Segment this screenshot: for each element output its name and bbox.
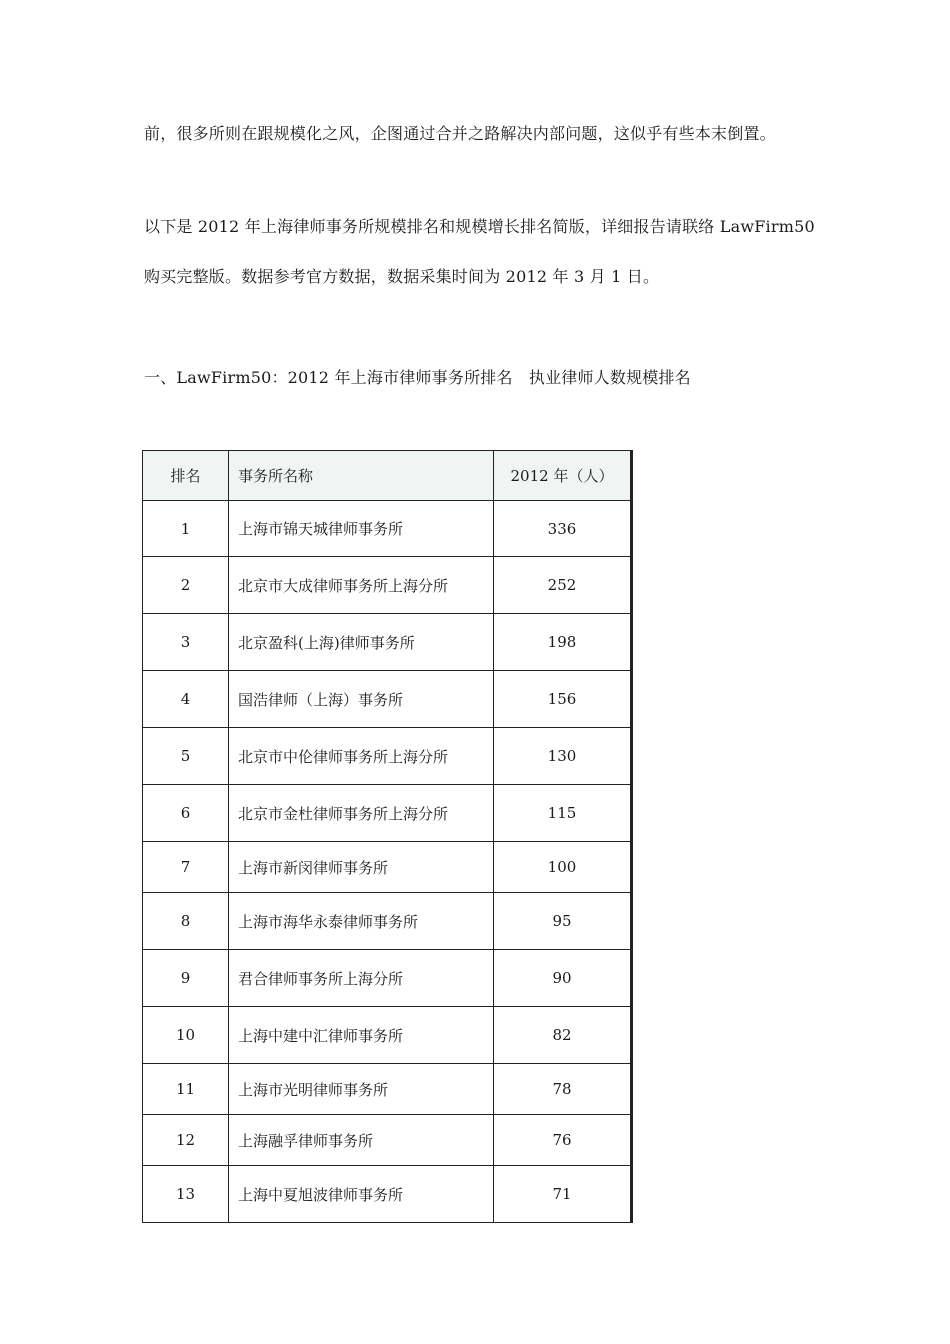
paragraph-intro-tail: 前，很多所则在跟规模化之风，企图通过合并之路解决内部问题，这似乎有些本末倒置。 [144, 124, 776, 143]
cell-lawyer-count: 90 [494, 950, 632, 1007]
ranking-table-container [142, 450, 633, 1223]
cell-lawyer-count: 252 [494, 557, 632, 614]
cell-firm-name: 北京市金杜律师事务所上海分所 [229, 785, 494, 842]
header-firm-name: 事务所名称 [229, 451, 494, 501]
cell-lawyer-count: 336 [494, 501, 632, 557]
cell-rank: 9 [143, 950, 229, 1007]
cell-rank: 5 [143, 728, 229, 785]
cell-lawyer-count: 78 [494, 1064, 632, 1115]
cell-firm-name: 上海中建中汇律师事务所 [229, 1007, 494, 1064]
cell-firm-name: 君合律师事务所上海分所 [229, 950, 494, 1007]
cell-lawyer-count: 115 [494, 785, 632, 842]
cell-lawyer-count: 198 [494, 614, 632, 671]
cell-rank: 4 [143, 671, 229, 728]
table-row [143, 950, 632, 1007]
section-heading: 一、LawFirm50：2012 年上海市律师事务所排名 执业律师人数规模排名 [144, 368, 691, 387]
table-row [143, 671, 632, 728]
table-row [143, 557, 632, 614]
header-rank: 排名 [143, 451, 229, 501]
table-row [143, 893, 632, 950]
cell-firm-name: 上海中夏旭波律师事务所 [229, 1166, 494, 1223]
table-row [143, 614, 632, 671]
cell-rank: 7 [143, 842, 229, 893]
cell-firm-name: 上海市新闵律师事务所 [229, 842, 494, 893]
cell-lawyer-count: 95 [494, 893, 632, 950]
cell-rank: 10 [143, 1007, 229, 1064]
cell-firm-name: 上海市光明律师事务所 [229, 1064, 494, 1115]
cell-rank: 3 [143, 614, 229, 671]
cell-firm-name: 国浩律师（上海）事务所 [229, 671, 494, 728]
ranking-table [142, 450, 633, 1223]
cell-rank: 8 [143, 893, 229, 950]
cell-rank: 1 [143, 501, 229, 557]
cell-firm-name: 上海市海华永泰律师事务所 [229, 893, 494, 950]
cell-firm-name: 上海市锦天城律师事务所 [229, 501, 494, 557]
cell-lawyer-count: 82 [494, 1007, 632, 1064]
paragraph-ranking-intro-line2: 购买完整版。数据参考官方数据，数据采集时间为 2012 年 3 月 1 日。 [144, 267, 660, 286]
cell-firm-name: 北京市大成律师事务所上海分所 [229, 557, 494, 614]
cell-lawyer-count: 71 [494, 1166, 632, 1223]
table-row [143, 842, 632, 893]
cell-lawyer-count: 156 [494, 671, 632, 728]
table-row [143, 501, 632, 557]
table-row [143, 1166, 632, 1223]
cell-rank: 6 [143, 785, 229, 842]
cell-rank: 12 [143, 1115, 229, 1166]
table-row [143, 728, 632, 785]
cell-lawyer-count: 76 [494, 1115, 632, 1166]
cell-firm-name: 北京盈科(上海)律师事务所 [229, 614, 494, 671]
cell-rank: 11 [143, 1064, 229, 1115]
paragraph-ranking-intro-line1: 以下是 2012 年上海律师事务所规模排名和规模增长排名简版，详细报告请联络 LawFirm50 [144, 217, 815, 236]
table-row [143, 1007, 632, 1064]
cell-rank: 2 [143, 557, 229, 614]
table-row [143, 1064, 632, 1115]
cell-rank: 13 [143, 1166, 229, 1223]
cell-lawyer-count: 100 [494, 842, 632, 893]
cell-lawyer-count: 130 [494, 728, 632, 785]
table-header-row [143, 451, 632, 501]
header-lawyer-count: 2012 年（人） [494, 451, 632, 501]
table-row [143, 785, 632, 842]
cell-firm-name: 上海融孚律师事务所 [229, 1115, 494, 1166]
cell-firm-name: 北京市中伦律师事务所上海分所 [229, 728, 494, 785]
table-row [143, 1115, 632, 1166]
